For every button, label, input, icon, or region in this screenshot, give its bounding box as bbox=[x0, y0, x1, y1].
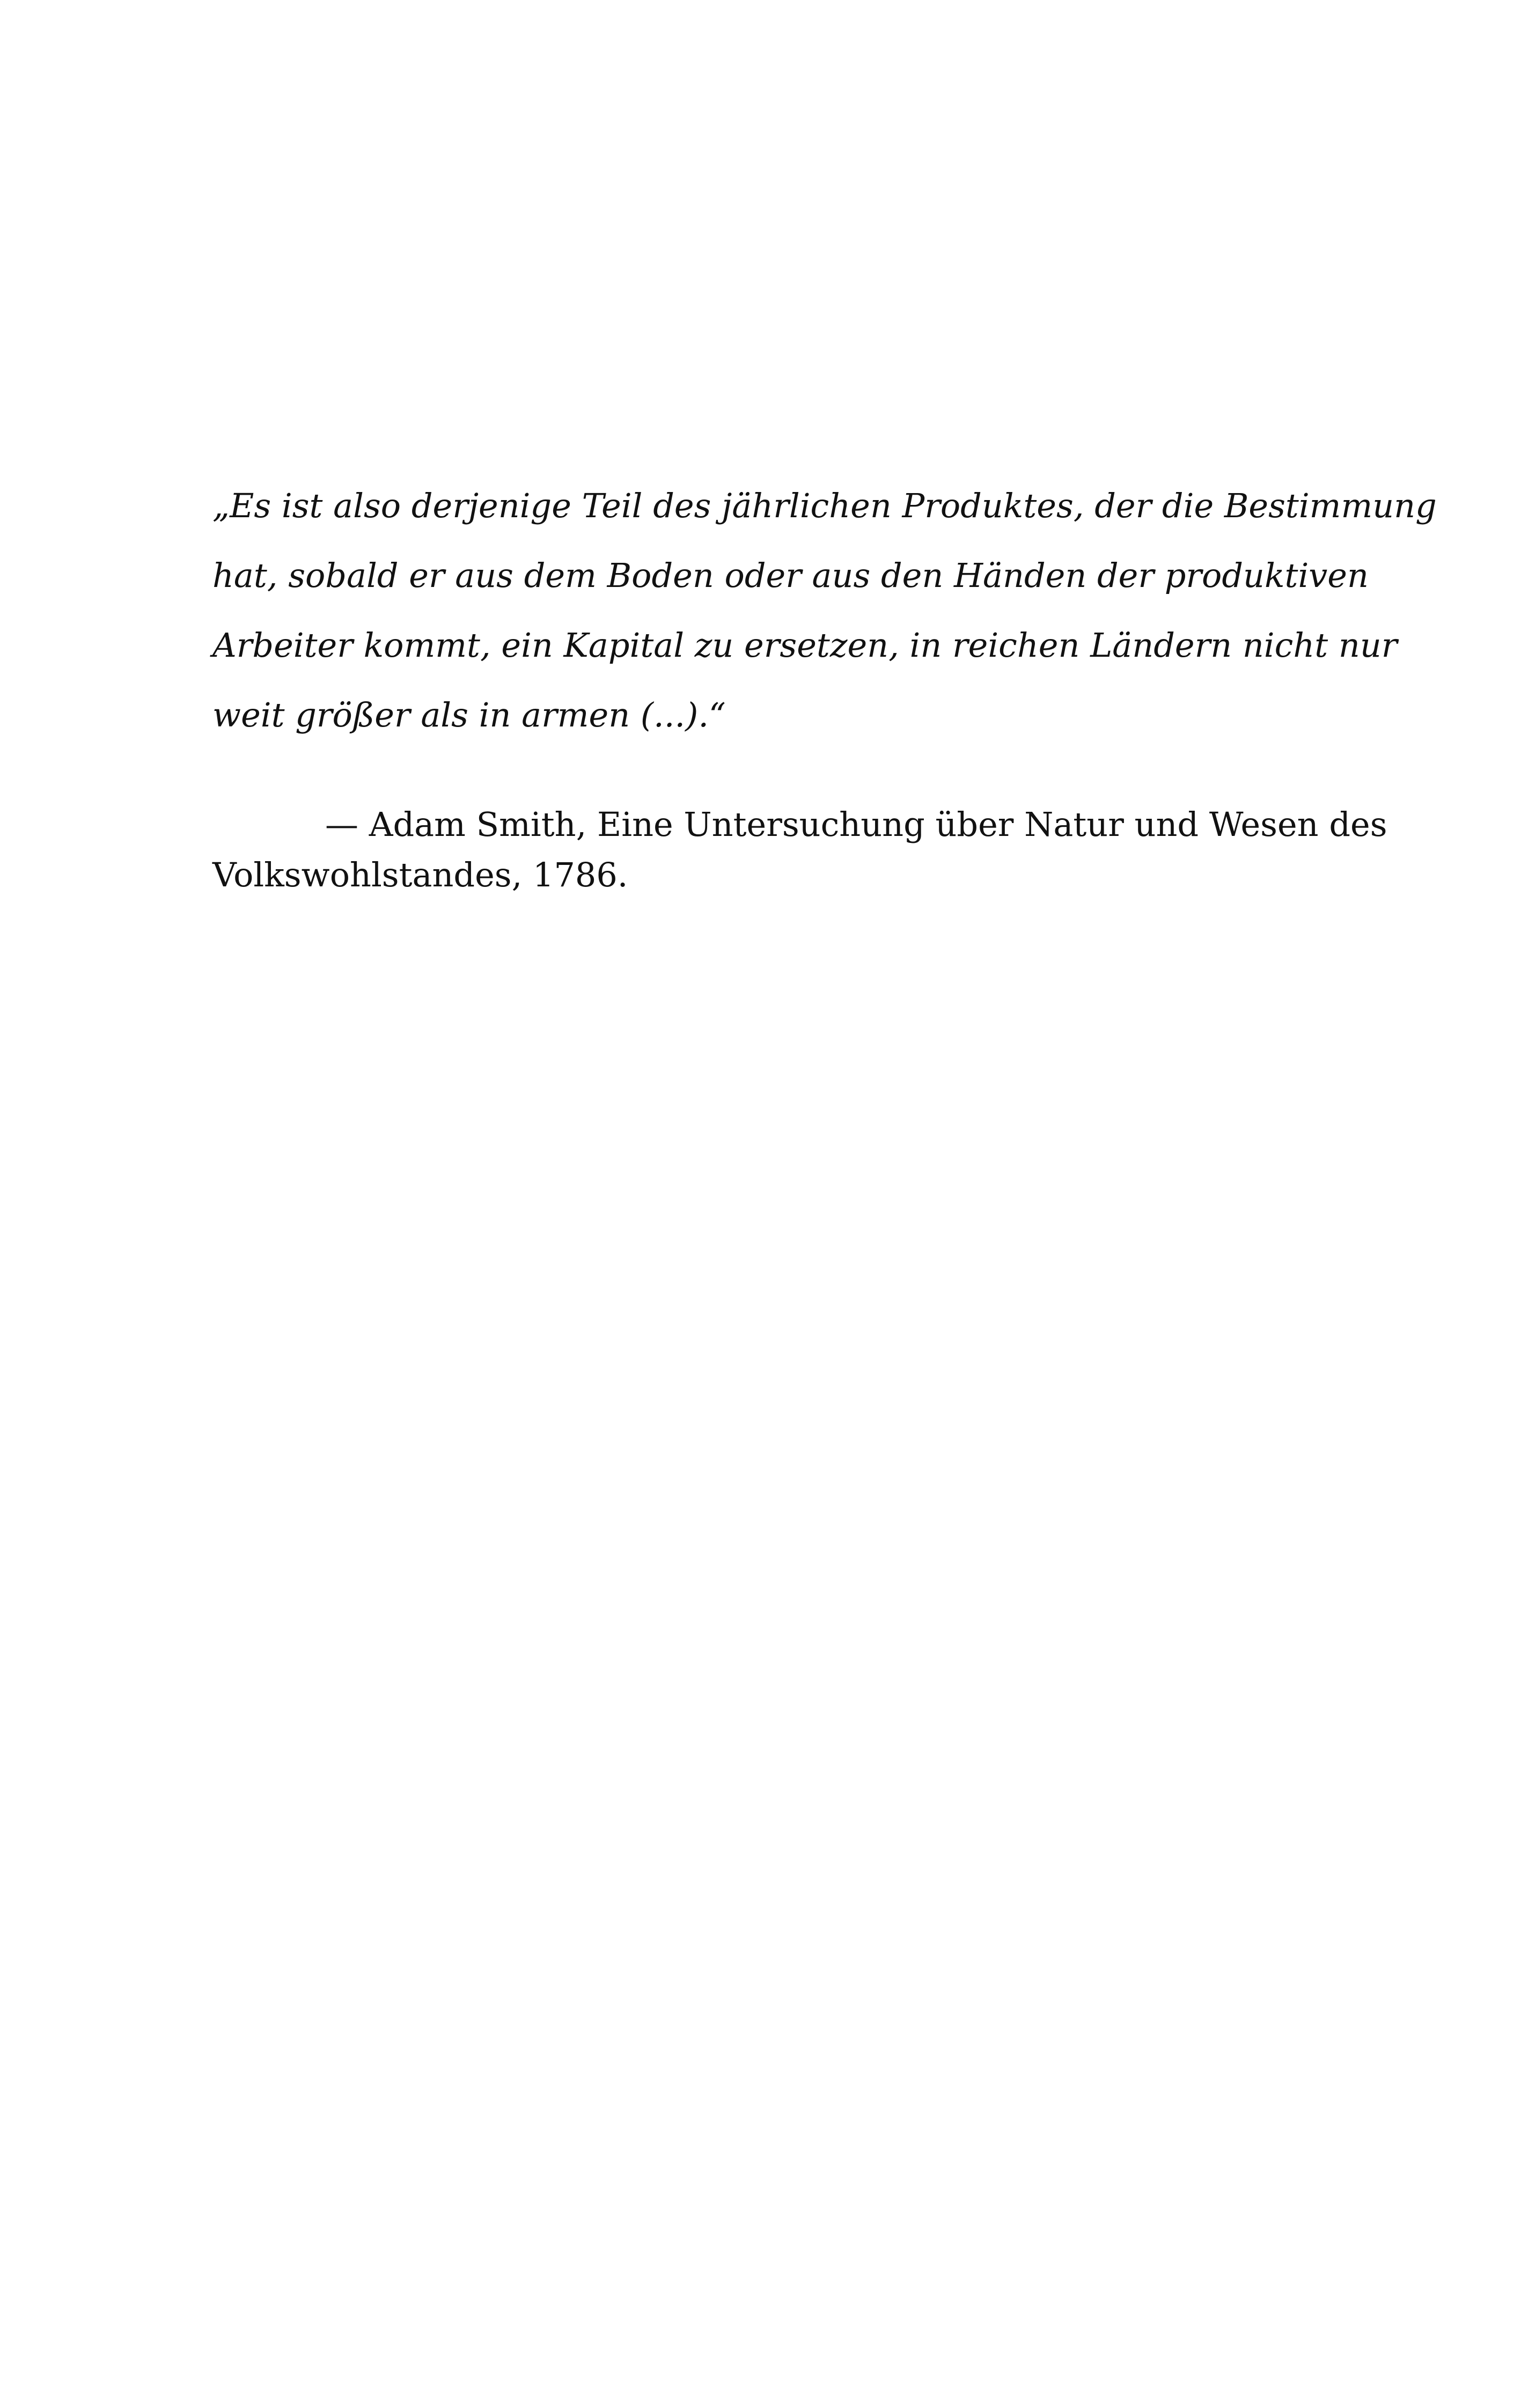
epigraph-attribution bbox=[212, 799, 1387, 900]
attribution-line: — Adam Smith, Eine Untersuchung über Natur und Wesen des bbox=[325, 805, 1387, 844]
quote-line: „Es ist also derjenige Teil des jährlichen Produktes, der die Bestimmung bbox=[212, 486, 1437, 525]
quote-line: weit größer als in armen (...).“ bbox=[212, 695, 726, 735]
attribution-line: Volkswohlstandes, 1786. bbox=[212, 855, 628, 894]
quote-line: Arbeiter kommt, ein Kapital zu ersetzen, in reichen Ländern nicht nur bbox=[212, 626, 1398, 665]
quote-line: hat, sobald er aus dem Boden oder aus den Händen der produktiven bbox=[212, 556, 1369, 595]
epigraph-quote bbox=[212, 471, 1437, 750]
